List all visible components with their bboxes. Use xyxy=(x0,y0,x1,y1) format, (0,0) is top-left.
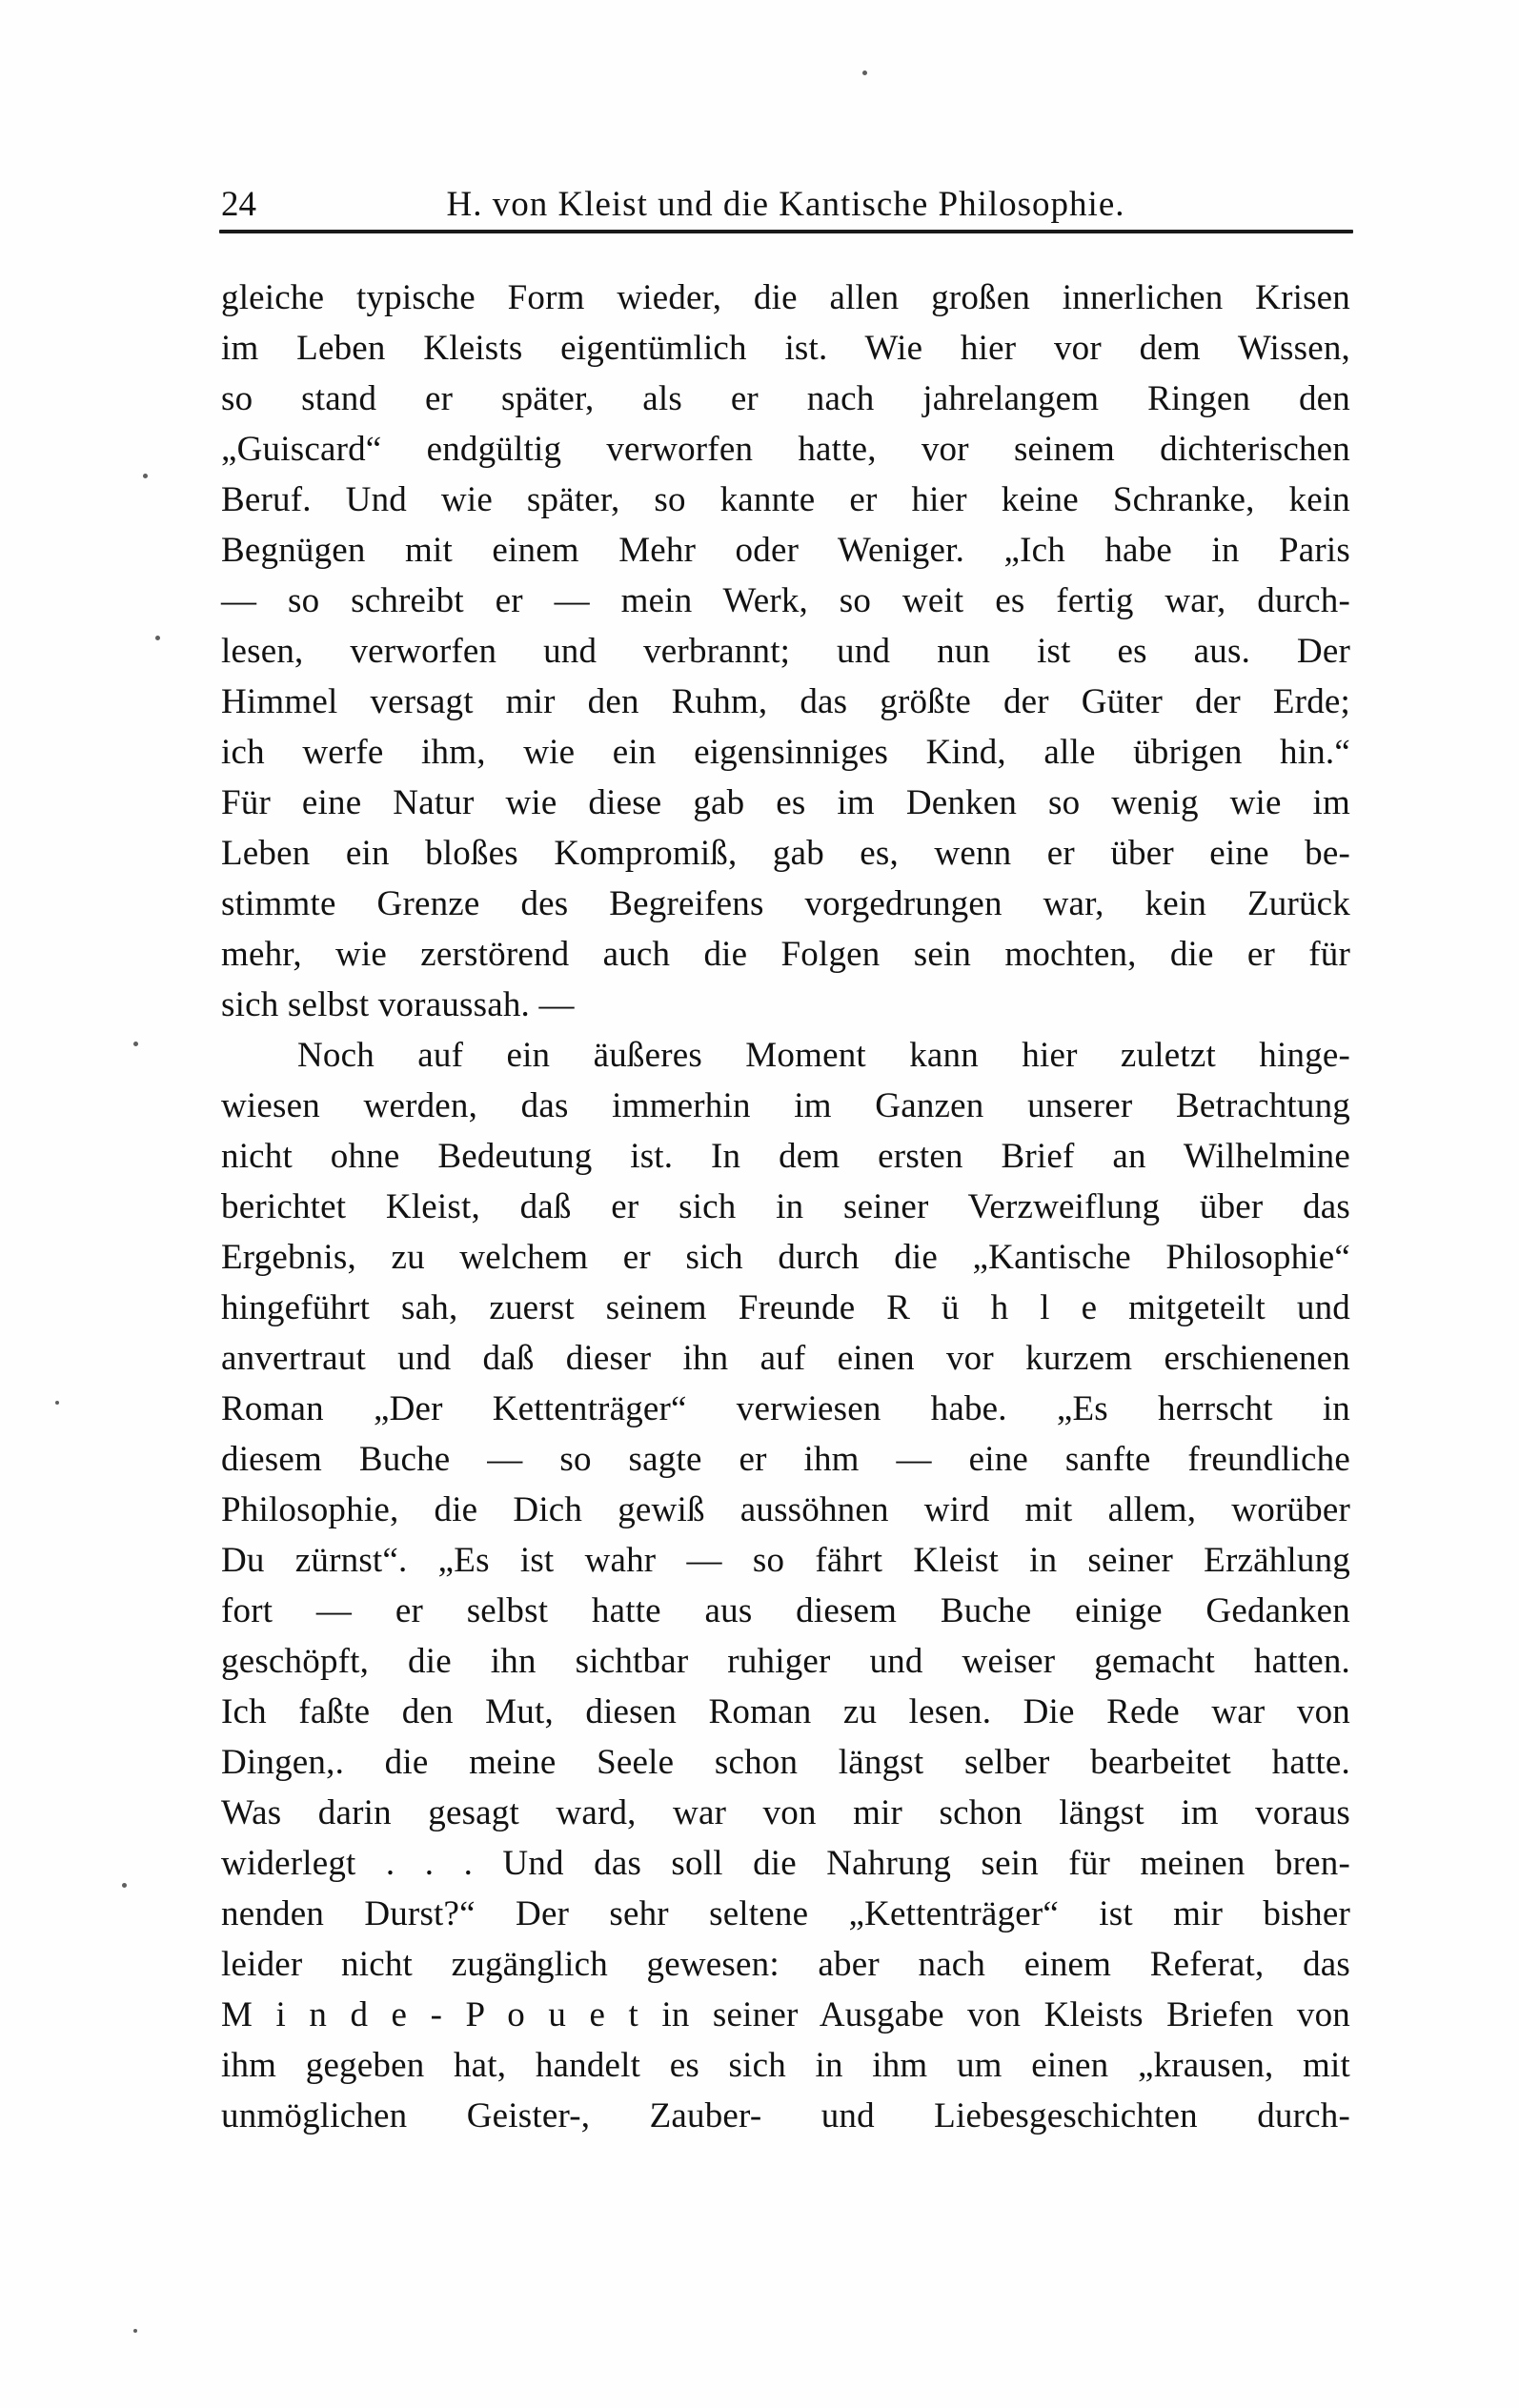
text-line: hingeführt sah, zuerst seinem Freunde R ü h l e mitgeteilt und xyxy=(221,1288,1350,1327)
text-line: Philosophie, die Dich gewiß aussöhnen wird mit allem, worüber xyxy=(221,1490,1350,1529)
text-line: stimmte Grenze des Begreifens vorgedrungen war, kein Zurück xyxy=(221,884,1350,923)
text-line: lesen, verworfen und verbrannt; und nun ist es aus. Der xyxy=(221,632,1350,671)
text-line: Leben ein bloßes Kompromiß, gab es, wenn er über eine be- xyxy=(221,834,1350,873)
text-line: Roman „Der Kettenträger“ verwiesen habe. „Es herrscht in xyxy=(221,1389,1350,1428)
text-line: unmöglichen Geister-, Zauber- und Liebesgeschichten durch- xyxy=(221,2096,1350,2135)
scan-speck xyxy=(133,1042,138,1046)
header-rule xyxy=(219,230,1353,233)
text-line: nicht ohne Bedeutung ist. In dem ersten Brief an Wilhelmine xyxy=(221,1137,1350,1176)
text-line: ihm gegeben hat, handelt es sich in ihm um einen „krausen, mit xyxy=(221,2046,1350,2085)
scan-speck xyxy=(55,1401,59,1405)
text-line: anvertraut und daß dieser ihn auf einen vor kurzem erschienenen xyxy=(221,1339,1350,1378)
text-line: wiesen werden, das immerhin im Ganzen unserer Betrachtung xyxy=(221,1086,1350,1125)
running-title: H. von Kleist und die Kantische Philosophie. xyxy=(446,185,1125,224)
text-line: Dingen,. die meine Seele schon längst selber bearbeitet hatte. xyxy=(221,1743,1350,1782)
scan-speck xyxy=(122,1883,127,1888)
text-line: leider nicht zugänglich gewesen: aber nach einem Referat, das xyxy=(221,1945,1350,1984)
text-line: ich werfe ihm, wie ein eigensinniges Kind, alle übrigen hin.“ xyxy=(221,733,1350,772)
scan-speck xyxy=(143,474,148,478)
scan-speck xyxy=(862,71,867,75)
scan-speck xyxy=(155,636,160,640)
text-line: Was darin gesagt ward, war von mir schon längst im voraus xyxy=(221,1793,1350,1832)
text-line: M i n d e - P o u e t in seiner Ausgabe von Kleists Briefen von xyxy=(221,1995,1350,2034)
text-line: mehr, wie zerstörend auch die Folgen sein mochten, die er für xyxy=(221,935,1350,974)
page-number: 24 xyxy=(221,185,256,224)
text-line: berichtet Kleist, daß er sich in seiner Verzweiflung über das xyxy=(221,1187,1350,1226)
page-header xyxy=(221,181,1350,229)
text-line: Ich faßte den Mut, diesen Roman zu lesen. Die Rede war von xyxy=(221,1692,1350,1731)
text-line: Du zürnst“. „Es ist wahr — so fährt Kleist in seiner Erzählung xyxy=(221,1541,1350,1580)
text-line: Ergebnis, zu welchem er sich durch die „Kantische Philosophie“ xyxy=(221,1238,1350,1277)
scan-speck xyxy=(133,2329,137,2333)
text-line: Himmel versagt mir den Ruhm, das größte der Güter der Erde; xyxy=(221,682,1350,721)
text-line: Beruf. Und wie später, so kannte er hier keine Schranke, kein xyxy=(221,480,1350,519)
text-line: geschöpft, die ihn sichtbar ruhiger und weiser gemacht hatten. xyxy=(221,1642,1350,1681)
text-line: Für eine Natur wie diese gab es im Denken so wenig wie im xyxy=(221,783,1350,822)
text-line: Begnügen mit einem Mehr oder Weniger. „Ich habe in Paris xyxy=(221,531,1350,570)
text-line: diesem Buche — so sagte er ihm — eine sanfte freundliche xyxy=(221,1440,1350,1479)
text-line: so stand er später, als er nach jahrelangem Ringen den xyxy=(221,379,1350,418)
text-line: nenden Durst?“ Der sehr seltene „Kettenträger“ ist mir bisher xyxy=(221,1894,1350,1933)
text-line: fort — er selbst hatte aus diesem Buche einige Gedanken xyxy=(221,1591,1350,1630)
page-body xyxy=(221,273,1350,2141)
text-line: im Leben Kleists eigentümlich ist. Wie hier vor dem Wissen, xyxy=(221,329,1350,368)
text-line: Noch auf ein äußeres Moment kann hier zuletzt hinge- xyxy=(297,1036,1350,1075)
text-line: sich selbst voraussah. — xyxy=(221,985,575,1024)
text-line: gleiche typische Form wieder, die allen großen innerlichen Krisen xyxy=(221,278,1350,317)
text-line: „Guiscard“ endgültig verworfen hatte, vor seinem dichterischen xyxy=(221,430,1350,469)
text-line: — so schreibt er — mein Werk, so weit es fertig war, durch- xyxy=(221,581,1350,620)
text-line: widerlegt . . . Und das soll die Nahrung sein für meinen bren- xyxy=(221,1844,1350,1883)
